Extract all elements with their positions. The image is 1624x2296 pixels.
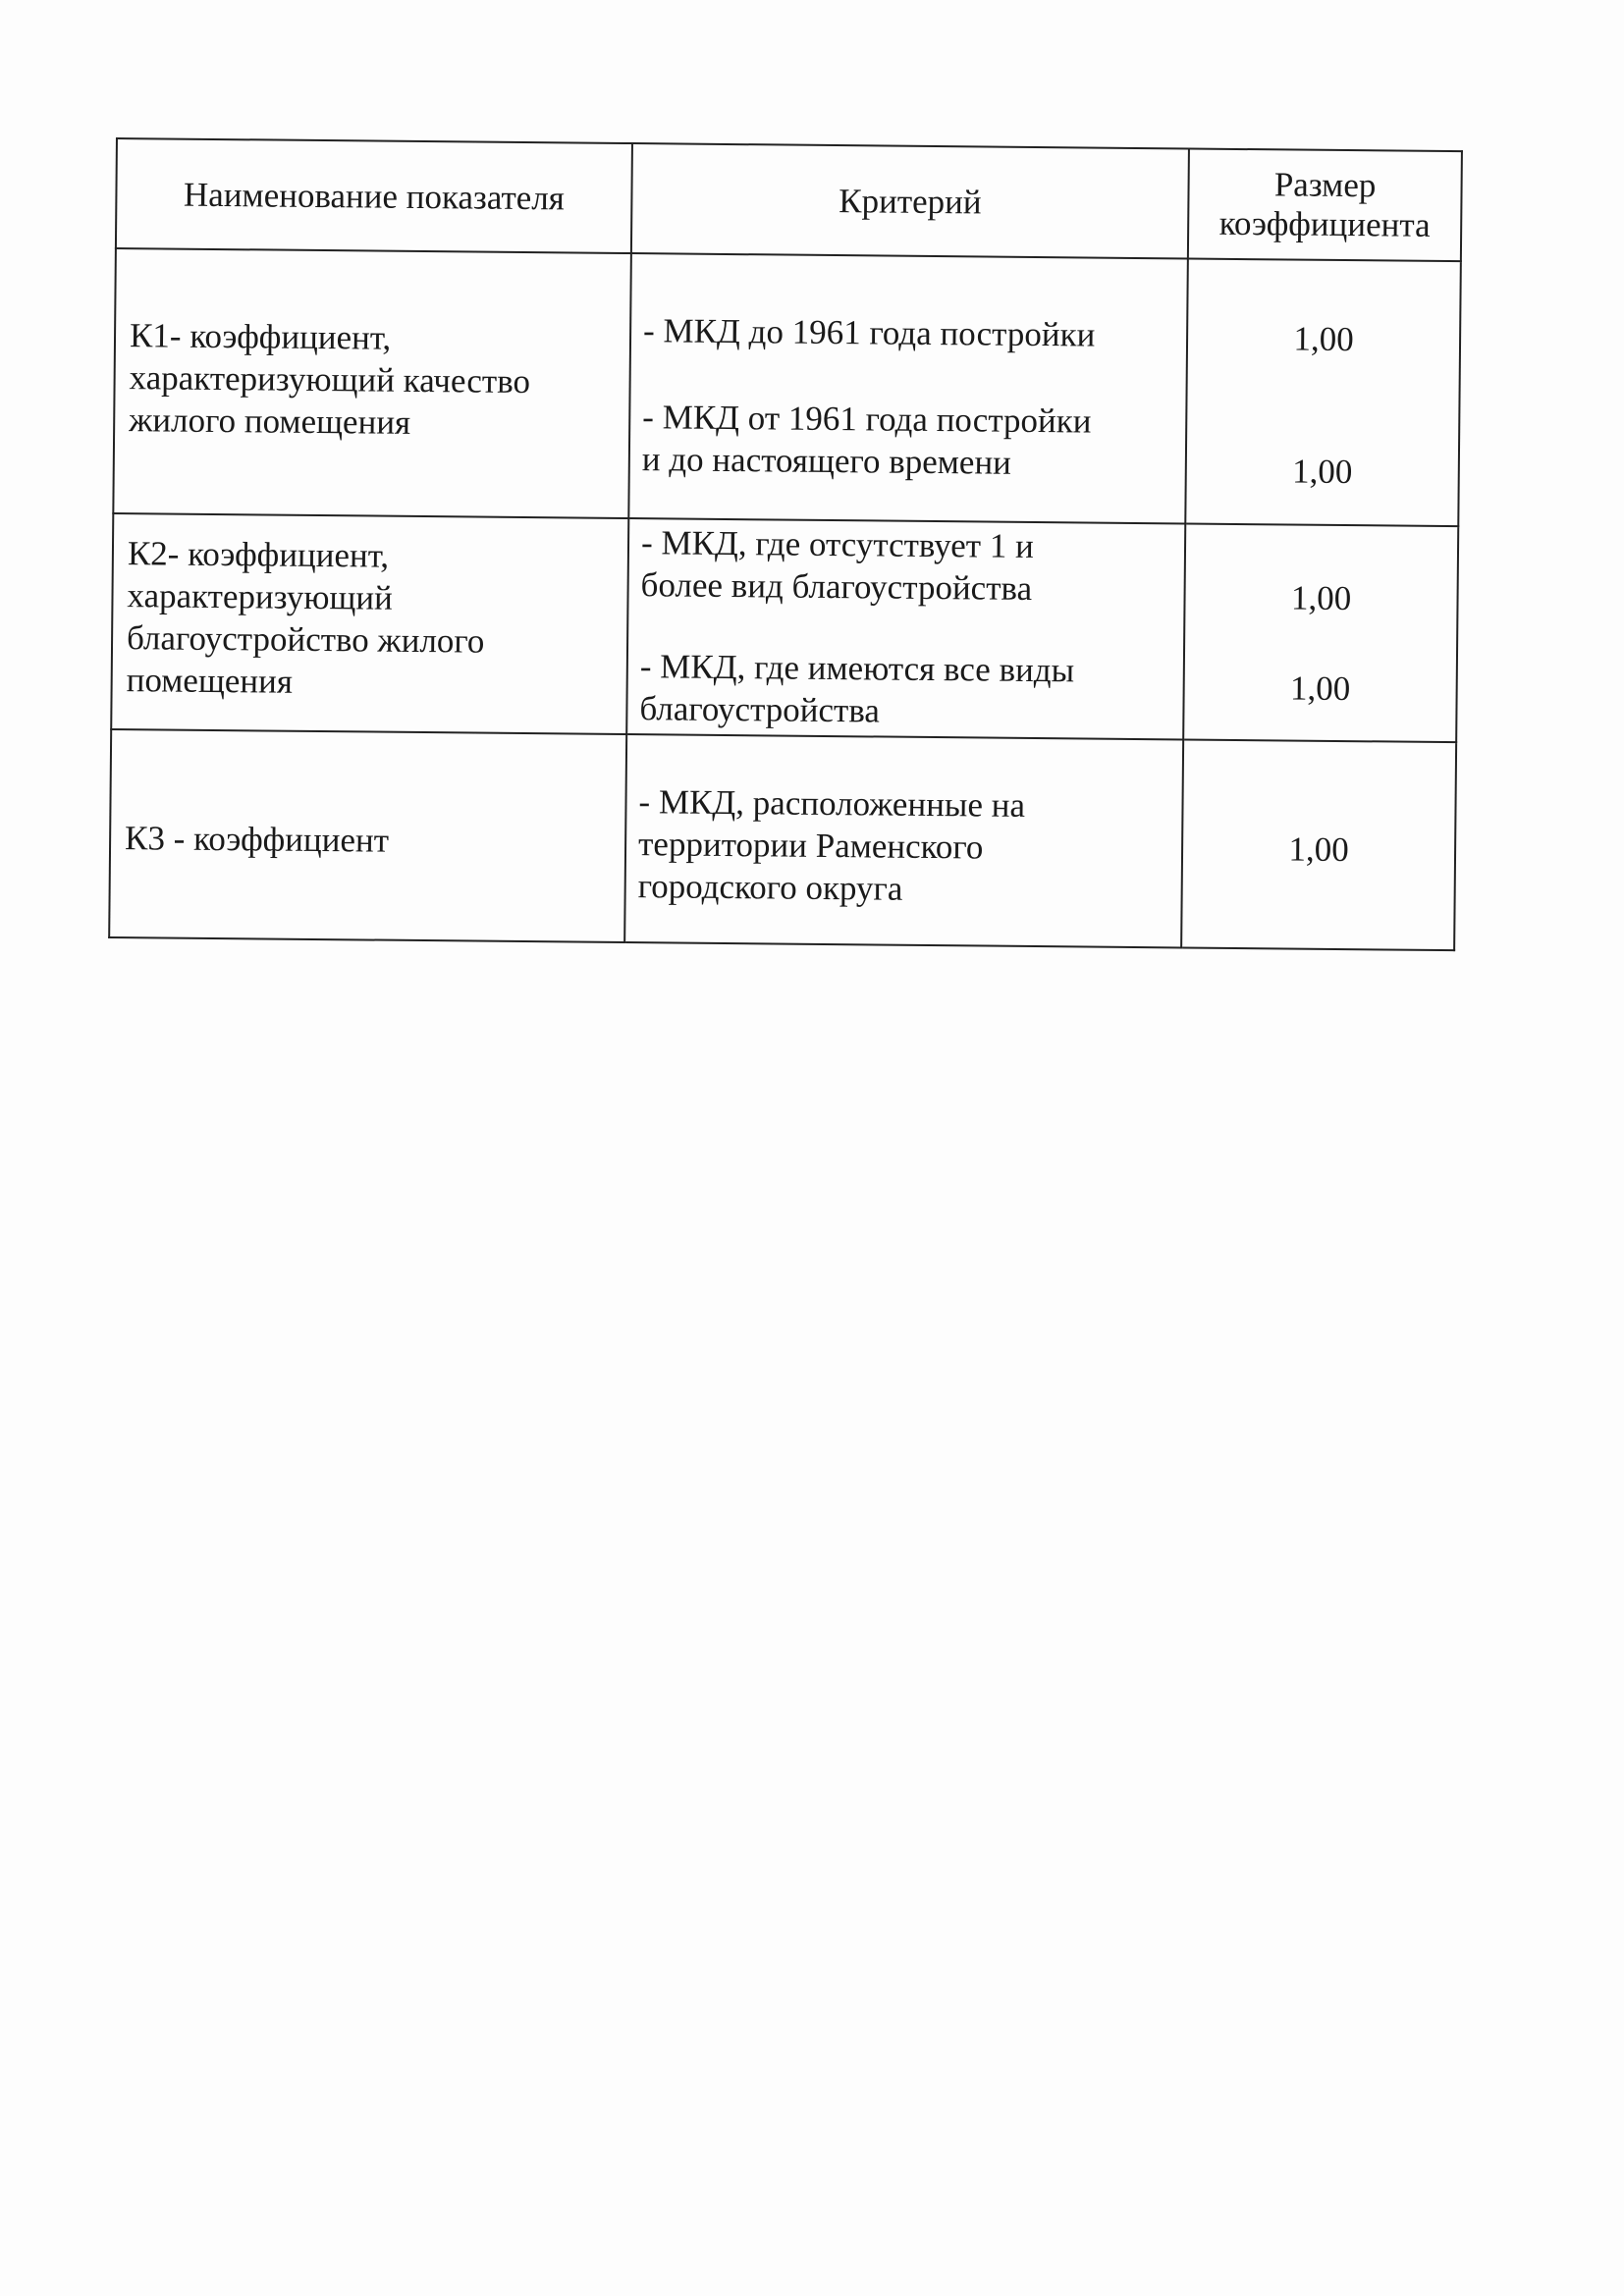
coefficient-value-cell (1181, 739, 1456, 950)
indicator-name-cell: К2- коэффициент, характеризующий благоустройство жилого помещения (111, 513, 628, 734)
criterion-cell: - МКД до 1961 года постройки - МКД от 1961 года постройки и до настоящего времени (628, 253, 1188, 523)
criterion-cell: - МКД, где отсутствует 1 и более вид благоустройства - МКД, где имеются все виды благоустройства (626, 518, 1185, 739)
coefficient-value: 1,00 (1289, 668, 1351, 709)
table-row (113, 248, 1461, 526)
header-coefficient-size: Размер коэффициента (1188, 148, 1462, 261)
coefficient-table (108, 137, 1463, 951)
coefficient-value-cell (1183, 523, 1458, 742)
coefficient-value: 1,00 (1288, 829, 1349, 870)
coefficient-value-cell (1185, 258, 1461, 526)
criterion-cell: - МКД, расположенные на территории Раменского городского округа (624, 734, 1183, 947)
coefficient-value: 1,00 (1291, 452, 1353, 492)
coefficient-value: 1,00 (1293, 319, 1354, 359)
table-row (111, 513, 1458, 742)
indicator-name-cell: К1- коэффициент, характеризующий качество жилого помещения (113, 248, 631, 518)
coefficient-table-wrapper (108, 137, 1461, 951)
table-header-row (116, 138, 1462, 261)
header-indicator-name: Наименование показателя (116, 138, 632, 253)
coefficient-value: 1,00 (1290, 578, 1352, 618)
header-criterion: Критерий (631, 143, 1189, 258)
indicator-name-cell: К3 - коэффициент (109, 729, 626, 942)
table-row (109, 729, 1456, 950)
